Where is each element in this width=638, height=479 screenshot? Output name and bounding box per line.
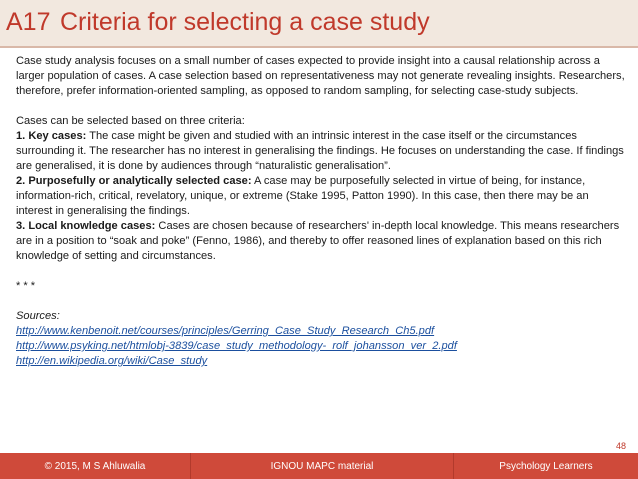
slide-title: Criteria for selecting a case study xyxy=(60,8,430,36)
sources-label: Sources: xyxy=(16,310,60,322)
source-link-gerring[interactable]: http://www.kenbenoit.net/courses/principles/Gerring_Case_Study_Research_Ch5.pdf xyxy=(16,325,435,337)
page-number: 48 xyxy=(615,441,626,451)
criterion-local-knowledge-text: Cases are chosen because of researchers' in-depth local knowledge. This means researchers are in a position to “soak and poke” (Fenno, 1986), and thereby to offer reasoned lines of explanation based on this rich knowledge of setting and circumstances. xyxy=(16,220,620,262)
footer-copyright: © 2015, M S Ahluwalia xyxy=(44,460,146,472)
criterion-local-knowledge xyxy=(16,219,628,264)
source-link-johansson[interactable]: http://www.psyking.net/htmlobj-3839/case_study_methodology-_rolf_johansson_ver_2.pdf xyxy=(16,340,457,352)
criterion-key-cases xyxy=(16,129,628,174)
slide-footer xyxy=(0,453,638,479)
criterion-purposeful-text: A case may be purposefully selected in virtue of being, for instance, information-rich, critical, revelatory, unique, or extreme (Stake 1995, Patton 1990). In this case, then there may be an interest in generalising the findings. xyxy=(16,175,589,217)
criterion-purposeful-title: 2. Purposefully or analytically selected case: xyxy=(16,175,252,187)
separator: * * * xyxy=(16,280,36,292)
slide-content xyxy=(16,54,628,369)
header-divider xyxy=(0,46,638,48)
footer-center: IGNOU MAPC material xyxy=(190,453,454,479)
footer-right: Psychology Learners xyxy=(499,460,593,472)
source-link-wikipedia[interactable]: http://en.wikipedia.org/wiki/Case_study xyxy=(16,355,208,367)
criterion-key-cases-title: 1. Key cases: xyxy=(16,130,87,142)
criterion-purposeful xyxy=(16,174,628,219)
criterion-key-cases-text: The case might be given and studied with an intrinsic interest in the case itself or the circumstances surrounding it. The researcher has no interest in generalising the findings. He focuses on understanding the case. If findings are generalised, it is done by audiences through “naturalistic generalisation”. xyxy=(16,130,624,172)
slide-header xyxy=(0,0,638,46)
intro-paragraph: Case study analysis focuses on a small number of cases expected to provide insight into a causal relationship across a larger population of cases. A case selection based on representativeness may not generate revealing insights. Researchers, therefore, prefer information-oriented sampling, as opposed to random sampling, for selecting case-study subjects. xyxy=(16,55,625,97)
criterion-local-knowledge-title: 3. Local knowledge cases: xyxy=(16,220,156,232)
slide-code: A17 xyxy=(6,8,51,36)
criteria-intro: Cases can be selected based on three criteria: xyxy=(16,115,245,127)
